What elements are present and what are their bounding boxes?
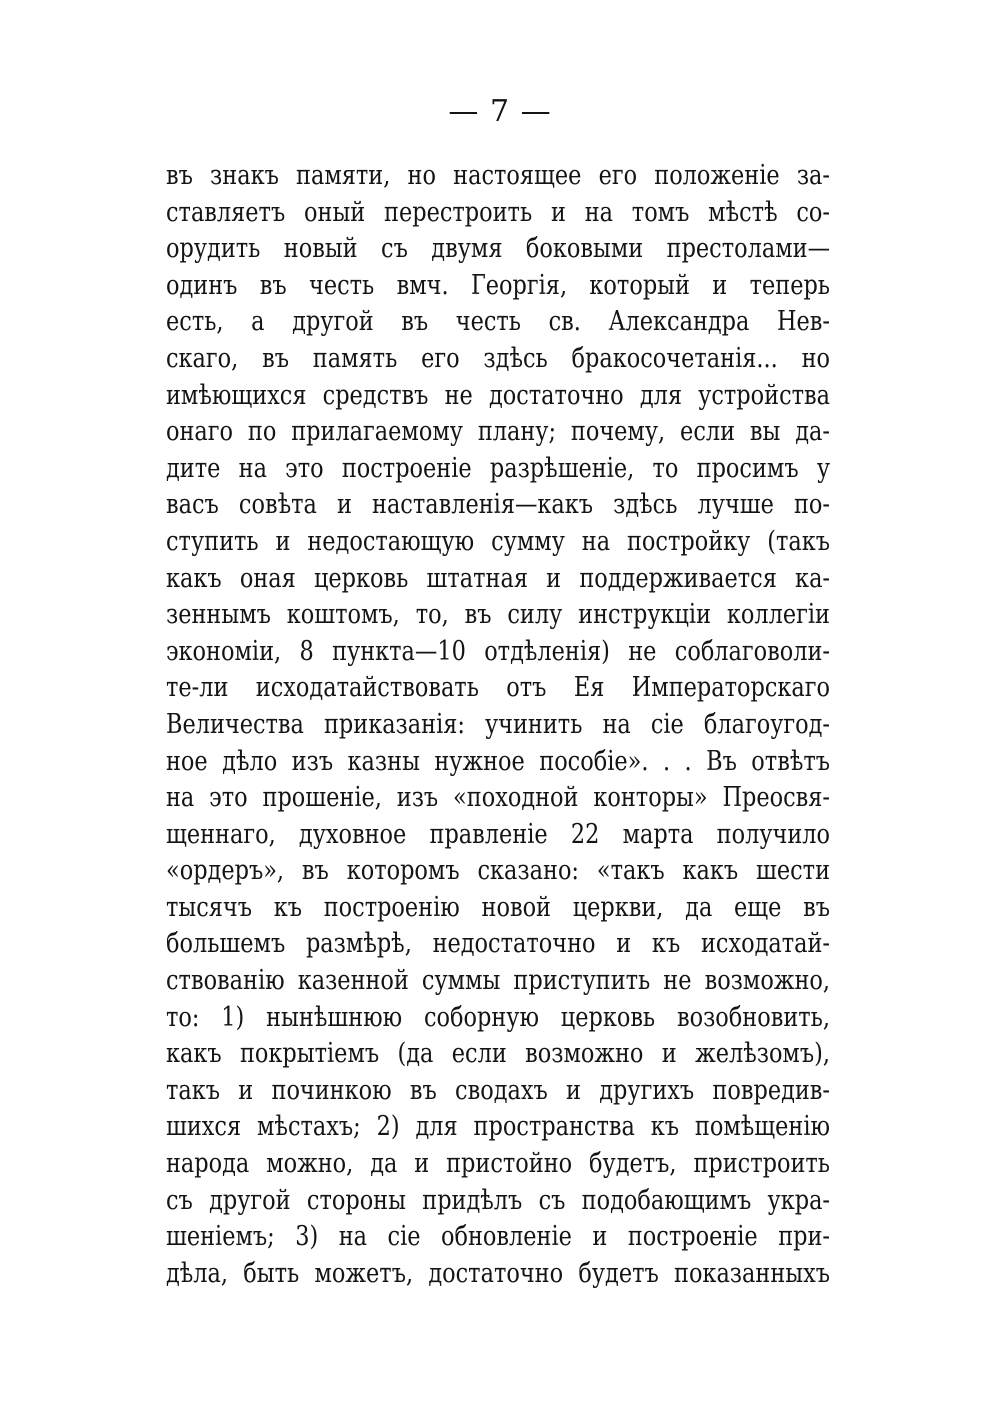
text-line: какъ оная церковь штатная и поддерживается ка- <box>166 562 830 594</box>
text-line: онаго по прилагаемому плану; почему, если вы да- <box>166 416 830 448</box>
text-line: «ордеръ», въ которомъ сказано: «такъ какъ шести <box>166 855 830 887</box>
text-line: ставляетъ оный перестроить и на томъ мѣстѣ со- <box>166 196 830 228</box>
page-number: — 7 — <box>448 94 552 129</box>
text-line: то: 1) нынѣшнюю соборную церковь возобновить, <box>166 1001 830 1033</box>
text-line: дите на это построеніе разрѣшеніе, то просимъ у <box>166 452 830 484</box>
text-line: экономіи, 8 пункта—10 отдѣленія) не соблаговоли- <box>166 635 830 667</box>
text-line: ное дѣло изъ казны нужное пособіе». . . Въ отвѣтъ <box>166 745 830 777</box>
text-line: зеннымъ коштомъ, то, въ силу инструкціи коллегіи <box>166 599 830 631</box>
text-line: те-ли исходатайствовать отъ Ея Императорскаго <box>166 672 830 704</box>
text-line: орудить новый съ двумя боковыми престолами— <box>166 233 830 265</box>
text-line: одинъ въ честь вмч. Георгія, который и теперь <box>166 269 830 301</box>
text-line: народа можно, да и пристойно будетъ, пристроить <box>166 1148 830 1180</box>
text-line: васъ совѣта и наставленія—какъ здѣсь лучше по- <box>166 489 830 521</box>
text-line: съ другой стороны придѣлъ съ подобающимъ укра- <box>166 1184 830 1216</box>
text-line: въ знакъ памяти, но настоящее его положеніе за- <box>166 160 830 191</box>
text-line: щеннаго, духовное правленіе 22 марта получило <box>166 818 830 850</box>
text-line: на это прошеніе, изъ «походной конторы» Преосвя- <box>166 782 830 814</box>
text-line: шеніемъ; 3) на сіе обновленіе и построеніе при- <box>166 1221 830 1253</box>
text-line: есть, а другой въ честь св. Александра Нев- <box>166 306 830 338</box>
text-line: тысячъ къ построенію новой церкви, да еще въ <box>166 891 830 923</box>
text-line: ствованію казенной суммы приступить не возможно, <box>166 965 830 997</box>
text-line: Величества приказанія: учинить на сіе благоугод- <box>166 708 830 740</box>
text-line: ступить и недостающую сумму на постройку (такъ <box>166 525 830 557</box>
text-line: дѣла, быть можетъ, достаточно будетъ показанныхъ <box>166 1257 830 1289</box>
text-line: скаго, въ память его здѣсь бракосочетанія... но <box>166 342 830 374</box>
text-line: какъ покрытіемъ (да если возможно и желѣзомъ), <box>166 1038 830 1070</box>
text-line: имѣющихся средствъ не достаточно для устройства <box>166 379 830 411</box>
text-line: шихся мѣстахъ; 2) для пространства къ помѣщенію <box>166 1111 830 1143</box>
body-text <box>166 158 830 1292</box>
text-line: такъ и починкою въ сводахъ и другихъ повредив- <box>166 1074 830 1106</box>
text-line: большемъ размѣрѣ, недостаточно и къ исходатай- <box>166 928 830 960</box>
